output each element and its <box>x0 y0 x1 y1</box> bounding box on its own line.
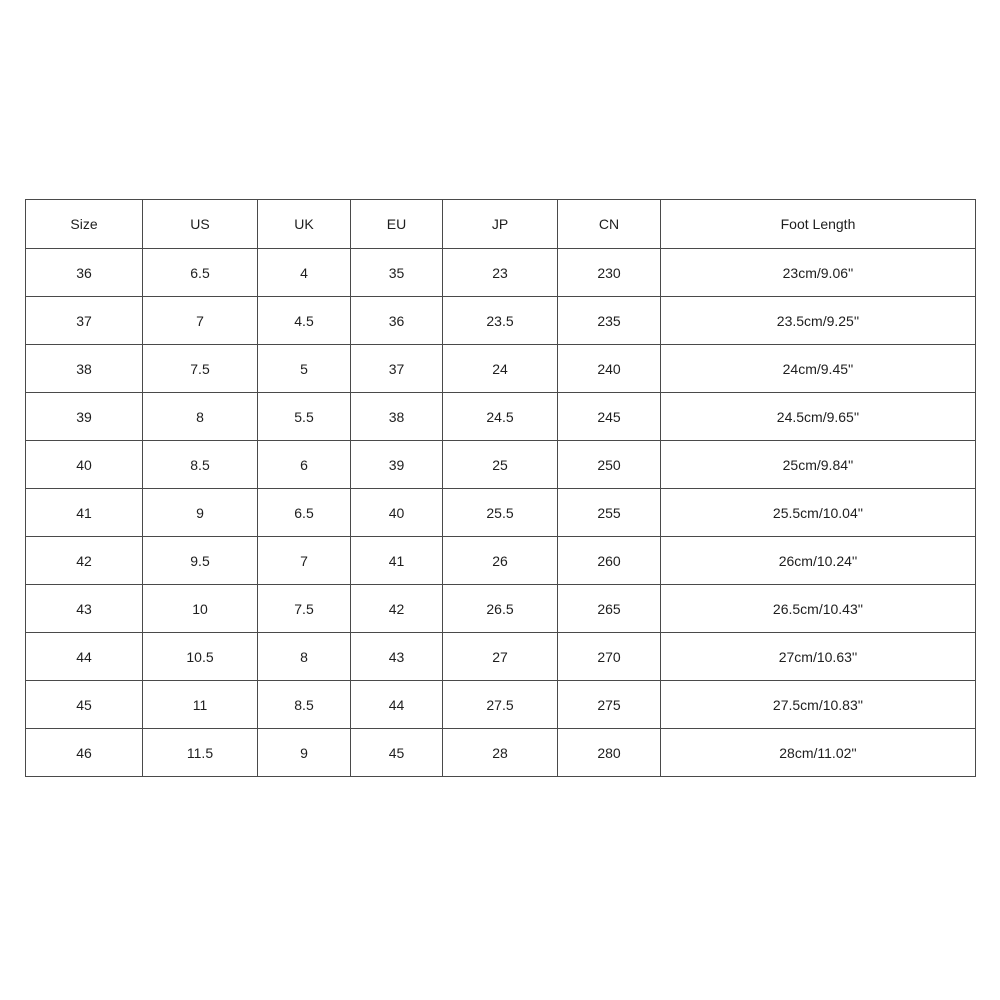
eu-cell: 43 <box>351 633 443 681</box>
uk-cell: 8.5 <box>258 681 351 729</box>
cn-cell: 230 <box>558 249 661 297</box>
header-us: US <box>143 200 258 249</box>
header-foot-length: Foot Length <box>661 200 976 249</box>
us-cell: 11 <box>143 681 258 729</box>
us-cell: 10.5 <box>143 633 258 681</box>
eu-cell: 39 <box>351 441 443 489</box>
header-uk: UK <box>258 200 351 249</box>
eu-cell: 41 <box>351 537 443 585</box>
us-cell: 6.5 <box>143 249 258 297</box>
foot-length-cell: 28cm/11.02'' <box>661 729 976 777</box>
us-cell: 9 <box>143 489 258 537</box>
us-cell: 7 <box>143 297 258 345</box>
eu-cell: 38 <box>351 393 443 441</box>
uk-cell: 8 <box>258 633 351 681</box>
header-eu: EU <box>351 200 443 249</box>
table-body <box>26 249 976 777</box>
size-cell: 43 <box>26 585 143 633</box>
uk-cell: 9 <box>258 729 351 777</box>
table-row <box>26 249 976 297</box>
table-row <box>26 297 976 345</box>
size-cell: 45 <box>26 681 143 729</box>
size-cell: 36 <box>26 249 143 297</box>
table-row <box>26 729 976 777</box>
size-cell: 42 <box>26 537 143 585</box>
us-cell: 11.5 <box>143 729 258 777</box>
table-row <box>26 393 976 441</box>
table-row <box>26 489 976 537</box>
cn-cell: 270 <box>558 633 661 681</box>
size-cell: 38 <box>26 345 143 393</box>
cn-cell: 280 <box>558 729 661 777</box>
eu-cell: 35 <box>351 249 443 297</box>
uk-cell: 7.5 <box>258 585 351 633</box>
foot-length-cell: 23.5cm/9.25'' <box>661 297 976 345</box>
uk-cell: 5.5 <box>258 393 351 441</box>
cn-cell: 260 <box>558 537 661 585</box>
eu-cell: 36 <box>351 297 443 345</box>
cn-cell: 240 <box>558 345 661 393</box>
foot-length-cell: 24cm/9.45'' <box>661 345 976 393</box>
cn-cell: 235 <box>558 297 661 345</box>
header-cn: CN <box>558 200 661 249</box>
us-cell: 10 <box>143 585 258 633</box>
table-row <box>26 537 976 585</box>
cn-cell: 245 <box>558 393 661 441</box>
table-row <box>26 441 976 489</box>
size-cell: 46 <box>26 729 143 777</box>
foot-length-cell: 27.5cm/10.83'' <box>661 681 976 729</box>
foot-length-cell: 23cm/9.06'' <box>661 249 976 297</box>
header-size: Size <box>26 200 143 249</box>
jp-cell: 27.5 <box>443 681 558 729</box>
table-row <box>26 633 976 681</box>
jp-cell: 23 <box>443 249 558 297</box>
uk-cell: 6.5 <box>258 489 351 537</box>
jp-cell: 25 <box>443 441 558 489</box>
jp-cell: 27 <box>443 633 558 681</box>
foot-length-cell: 26.5cm/10.43'' <box>661 585 976 633</box>
size-cell: 41 <box>26 489 143 537</box>
us-cell: 9.5 <box>143 537 258 585</box>
jp-cell: 28 <box>443 729 558 777</box>
cn-cell: 265 <box>558 585 661 633</box>
table-row <box>26 681 976 729</box>
table-row <box>26 585 976 633</box>
uk-cell: 5 <box>258 345 351 393</box>
size-cell: 39 <box>26 393 143 441</box>
size-cell: 37 <box>26 297 143 345</box>
header-row <box>26 200 976 249</box>
foot-length-cell: 26cm/10.24'' <box>661 537 976 585</box>
cn-cell: 275 <box>558 681 661 729</box>
size-cell: 44 <box>26 633 143 681</box>
jp-cell: 26.5 <box>443 585 558 633</box>
uk-cell: 7 <box>258 537 351 585</box>
eu-cell: 40 <box>351 489 443 537</box>
foot-length-cell: 27cm/10.63'' <box>661 633 976 681</box>
uk-cell: 4.5 <box>258 297 351 345</box>
eu-cell: 37 <box>351 345 443 393</box>
jp-cell: 24 <box>443 345 558 393</box>
header-jp: JP <box>443 200 558 249</box>
eu-cell: 42 <box>351 585 443 633</box>
cn-cell: 250 <box>558 441 661 489</box>
jp-cell: 23.5 <box>443 297 558 345</box>
size-chart-table <box>25 199 976 777</box>
size-cell: 40 <box>26 441 143 489</box>
jp-cell: 26 <box>443 537 558 585</box>
table-row <box>26 345 976 393</box>
jp-cell: 24.5 <box>443 393 558 441</box>
us-cell: 7.5 <box>143 345 258 393</box>
uk-cell: 4 <box>258 249 351 297</box>
eu-cell: 44 <box>351 681 443 729</box>
foot-length-cell: 25.5cm/10.04'' <box>661 489 976 537</box>
jp-cell: 25.5 <box>443 489 558 537</box>
us-cell: 8 <box>143 393 258 441</box>
uk-cell: 6 <box>258 441 351 489</box>
us-cell: 8.5 <box>143 441 258 489</box>
eu-cell: 45 <box>351 729 443 777</box>
foot-length-cell: 25cm/9.84'' <box>661 441 976 489</box>
cn-cell: 255 <box>558 489 661 537</box>
foot-length-cell: 24.5cm/9.65'' <box>661 393 976 441</box>
